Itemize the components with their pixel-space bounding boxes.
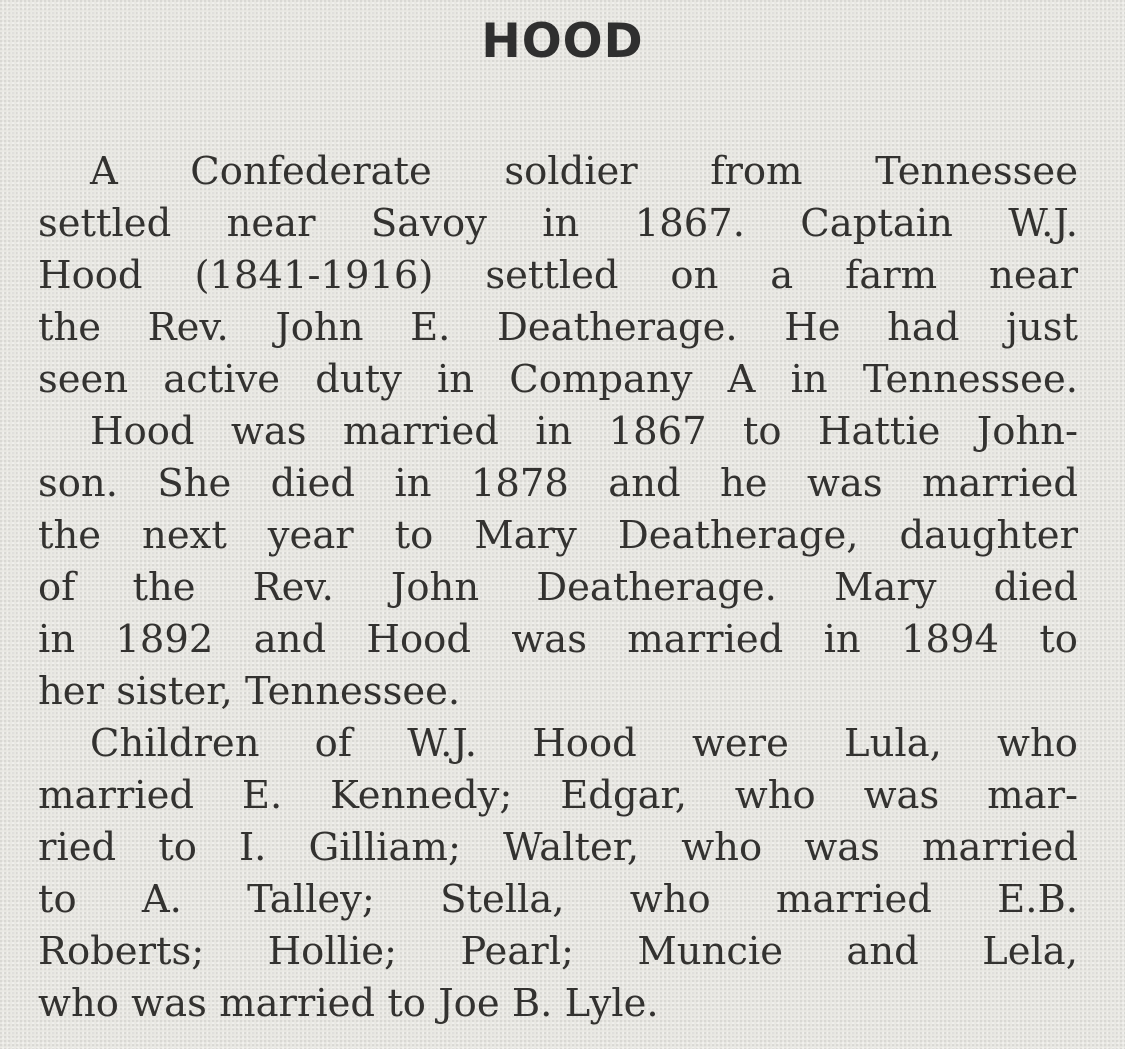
text-line: settled near Savoy in 1867. Captain W.J.	[38, 201, 1078, 246]
text-line: her sister, Tennessee.	[38, 669, 461, 714]
text-line: Hood was married in 1867 to Hattie John-	[90, 409, 1078, 454]
text-line: in 1892 and Hood was married in 1894 to	[38, 617, 1078, 662]
text-line: of the Rev. John Deatherage. Mary died	[38, 565, 1078, 610]
article-body	[38, 146, 1078, 1030]
text-line: to A. Talley; Stella, who married E.B.	[38, 877, 1078, 922]
text-line: Roberts; Hollie; Pearl; Muncie and Lela,	[38, 929, 1078, 974]
text-line: Children of W.J. Hood were Lula, who	[90, 721, 1078, 766]
paragraph-1	[38, 146, 1078, 406]
text-line: who was married to Joe B. Lyle.	[38, 981, 659, 1026]
text-line: married E. Kennedy; Edgar, who was mar-	[38, 773, 1078, 818]
text-line: the next year to Mary Deatherage, daughter	[38, 513, 1078, 558]
text-line: ried to I. Gilliam; Walter, who was married	[38, 825, 1078, 870]
text-line: the Rev. John E. Deatherage. He had just	[38, 305, 1078, 350]
paragraph-2	[38, 406, 1078, 718]
text-line: A Confederate soldier from Tennessee	[90, 149, 1078, 194]
text-line: seen active duty in Company A in Tennessee.	[38, 357, 1078, 402]
text-line: Hood (1841-1916) settled on a farm near	[38, 253, 1078, 298]
text-line: son. She died in 1878 and he was married	[38, 461, 1078, 506]
paragraph-3	[38, 718, 1078, 1030]
article-title: HOOD	[481, 14, 644, 69]
